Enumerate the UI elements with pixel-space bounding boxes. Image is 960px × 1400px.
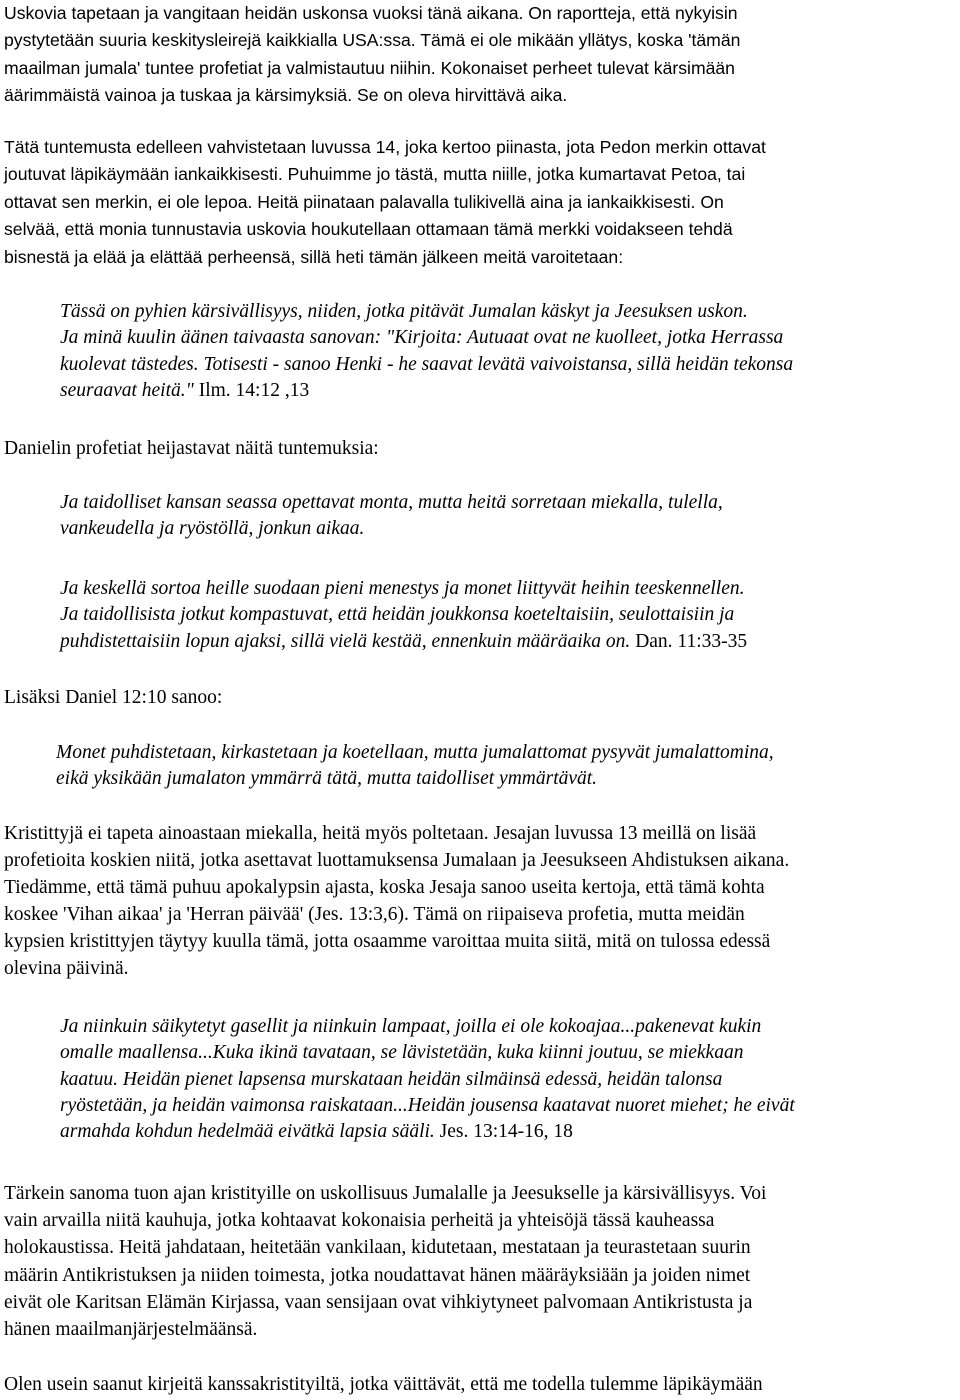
paragraph-letters bbox=[4, 1372, 763, 1398]
quote-isaiah-13 bbox=[60, 1014, 795, 1145]
text-line: joutuvat läpikäymään iankaikkisesti. Puhuimme jo tästä, mutta niille, jotka kumartavat Petoa, tai bbox=[4, 164, 746, 185]
text-line: bisnestä ja elää ja elättää perheensä, sillä heti tämän jälkeen meitä varoitetaan: bbox=[4, 246, 624, 267]
text-line: Kristittyjä ei tapeta ainoastaan miekalla, heitä myös poltetaan. Jesajan luvussa 13 meillä on lisää bbox=[4, 823, 757, 844]
paragraph-isaiah-13 bbox=[4, 820, 789, 982]
text-line: Tiedämme, että tämä puhuu apokalypsin ajasta, koska Jesaja sanoo useita kertoja, että tämä kohta bbox=[4, 877, 765, 898]
text-line: Danielin profetiat heijastavat näitä tuntemuksia: bbox=[4, 438, 379, 459]
text-line: vain arvailla niitä kauhuja, jotka kohtaavat kokonaisia perheitä ja yhteisöjä tässä kauheassa bbox=[4, 1210, 715, 1232]
text-line: olevina päivinä. bbox=[4, 958, 129, 979]
quote-line: puhdistettaisiin lopun ajaksi, sillä vielä kestää, ennenkuin määräaika on. bbox=[60, 630, 631, 652]
text-line: selvää, että monia tunnustavia uskovia houkutellaan ottamaan tämä merkki voidakseen tehdä bbox=[4, 219, 733, 240]
quote-revelation bbox=[60, 299, 793, 404]
text-line: eivät ole Karitsan Elämän Kirjassa, vaan sensijaan ovat vihkiytyneet palvomaan Antikristusta ja bbox=[4, 1291, 753, 1313]
text-line: Tärkein sanoma tuon ajan kristityille on uskollisuus Jumalalle ja Jeesukselle ja kärsivällisyys. Voi bbox=[4, 1183, 767, 1204]
scripture-reference: Dan. 11:33-35 bbox=[630, 630, 748, 652]
text-line: Lisäksi Daniel 12:10 sanoo: bbox=[4, 687, 223, 708]
text-line: holokaustissa. Heitä jahdataan, heitetään vankilaan, kidutetaan, mestataan ja teurastetaan suurin bbox=[4, 1237, 751, 1259]
quote-line: vankeudella ja ryöstöllä, jonkun aikaa. bbox=[60, 518, 365, 540]
text-line: Uskovia tapetaan ja vangitaan heidän uskonsa vuoksi tänä aikana. On raportteja, että nykyisin bbox=[4, 3, 738, 23]
text-line: kypsien kristittyjen täytyy kuulla tämä, jotta osaamme varoittaa muita siitä, mitä on tulossa edessä bbox=[4, 931, 771, 952]
text-line: Olen usein saanut kirjeitä kanssakristityiltä, jotka väittävät, että me todella tulemme läpikäymään bbox=[4, 1374, 763, 1395]
quote-daniel-12 bbox=[56, 740, 774, 793]
paragraph-faithfulness bbox=[4, 1180, 766, 1343]
quote-line: ryöstetään, ja heidän vaimonsa raiskataan...Heidän jousensa kaatavat nuoret miehet; he eivät bbox=[60, 1094, 795, 1116]
quote-line: Ja minä kuulin äänen taivaasta sanovan: "Kirjoita: Autuaat ovat ne kuolleet, jotka Herrassa bbox=[60, 327, 784, 349]
quote-line: Monet puhdistetaan, kirkastetaan ja koetellaan, mutta jumalattomat pysyvät jumalattomina, bbox=[56, 742, 774, 763]
text-line: hänen maailmanjärjestelmäänsä. bbox=[4, 1319, 258, 1341]
text-line: pystytetään suuria keskitysleirejä kaikkialla USA:ssa. Tämä ei ole mikään yllätys, koska 'tämän bbox=[4, 30, 741, 51]
scripture-reference: Ilm. 14:12 ,13 bbox=[193, 379, 310, 401]
paragraph-daniel-12-intro bbox=[4, 685, 222, 711]
quote-line: Ja taidollisista jotkut kompastuvat, että heidän joukkonsa koeteltaisiin, seulottaisiin ja bbox=[60, 604, 735, 626]
text-line: koskee 'Vihan aikaa' ja 'Herran päivää' (Jes. 13:3,6). Tämä on riipaiseva profetia, mutta meidän bbox=[4, 904, 745, 925]
text-line: äärimmäistä vainoa ja tuskaa ja kärsimyksiä. Se on oleva hirvittävä aika. bbox=[4, 85, 568, 106]
quote-line: kaatuu. Heidän pienet lapsensa murskataan heidän silmäinsä edessä, heidän talonsa bbox=[60, 1068, 723, 1090]
text-line: maailman jumala' tuntee profetiat ja valmistautuu niihin. Kokonaiset perheet tulevat kärsimään bbox=[4, 57, 735, 78]
text-line: profetioita koskien niitä, jotka asettavat luottamuksensa Jumalaan ja Jeesukseen Ahdistuksen aikana. bbox=[4, 850, 790, 871]
quote-line: armahda kohdun hedelmää eivätkä lapsia sääli. bbox=[60, 1121, 435, 1143]
quote-line: seuraavat heitä." bbox=[60, 379, 194, 401]
quote-line: Ja niinkuin säikytetyt gasellit ja niinkuin lampaat, joilla ei ole kokoajaa...pakenevat kukin bbox=[60, 1016, 762, 1037]
paragraph-persecution bbox=[4, 0, 740, 110]
paragraph-mark-of-beast bbox=[4, 134, 766, 271]
scripture-reference: Jes. 13:14-16, 18 bbox=[434, 1121, 573, 1143]
text-line: määrin Antikristuksen ja niiden toimesta, jotka noudattavat hänen määräyksiään ja joiden nimet bbox=[4, 1264, 751, 1286]
text-line: Tätä tuntemusta edelleen vahvistetaan luvussa 14, joka kertoo piinasta, jota Pedon merkin ottavat bbox=[4, 137, 766, 157]
quote-daniel-11-b bbox=[60, 576, 747, 655]
quote-line: Tässä on pyhien kärsivällisyys, niiden, jotka pitävät Jumalan käskyt ja Jeesuksen uskon. bbox=[60, 301, 748, 322]
quote-line: Ja keskellä sortoa heille suodaan pieni menestys ja monet liittyvät heihin teeskennellen. bbox=[60, 578, 745, 599]
quote-line: omalle maallensa...Kuka ikinä tavataan, se lävistetään, kuka kiinni joutuu, se miekkaan bbox=[60, 1042, 744, 1064]
quote-line: eikä yksikään jumalaton ymmärrä tätä, mutta taidolliset ymmärtävät. bbox=[56, 768, 598, 790]
quote-line: Ja taidolliset kansan seassa opettavat monta, mutta heitä sorretaan miekalla, tulella, bbox=[60, 492, 723, 513]
paragraph-daniel-intro bbox=[4, 436, 379, 462]
quote-daniel-11-a bbox=[60, 490, 723, 543]
text-line: ottavat sen merkin, ei ole lepoa. Heitä piinataan palavalla tulikivellä aina ja iankaikkisesti. On bbox=[4, 191, 724, 212]
quote-line: kuolevat tästedes. Totisesti - sanoo Henki - he saavat levätä vaivoistansa, sillä heidän tekonsa bbox=[60, 353, 794, 375]
